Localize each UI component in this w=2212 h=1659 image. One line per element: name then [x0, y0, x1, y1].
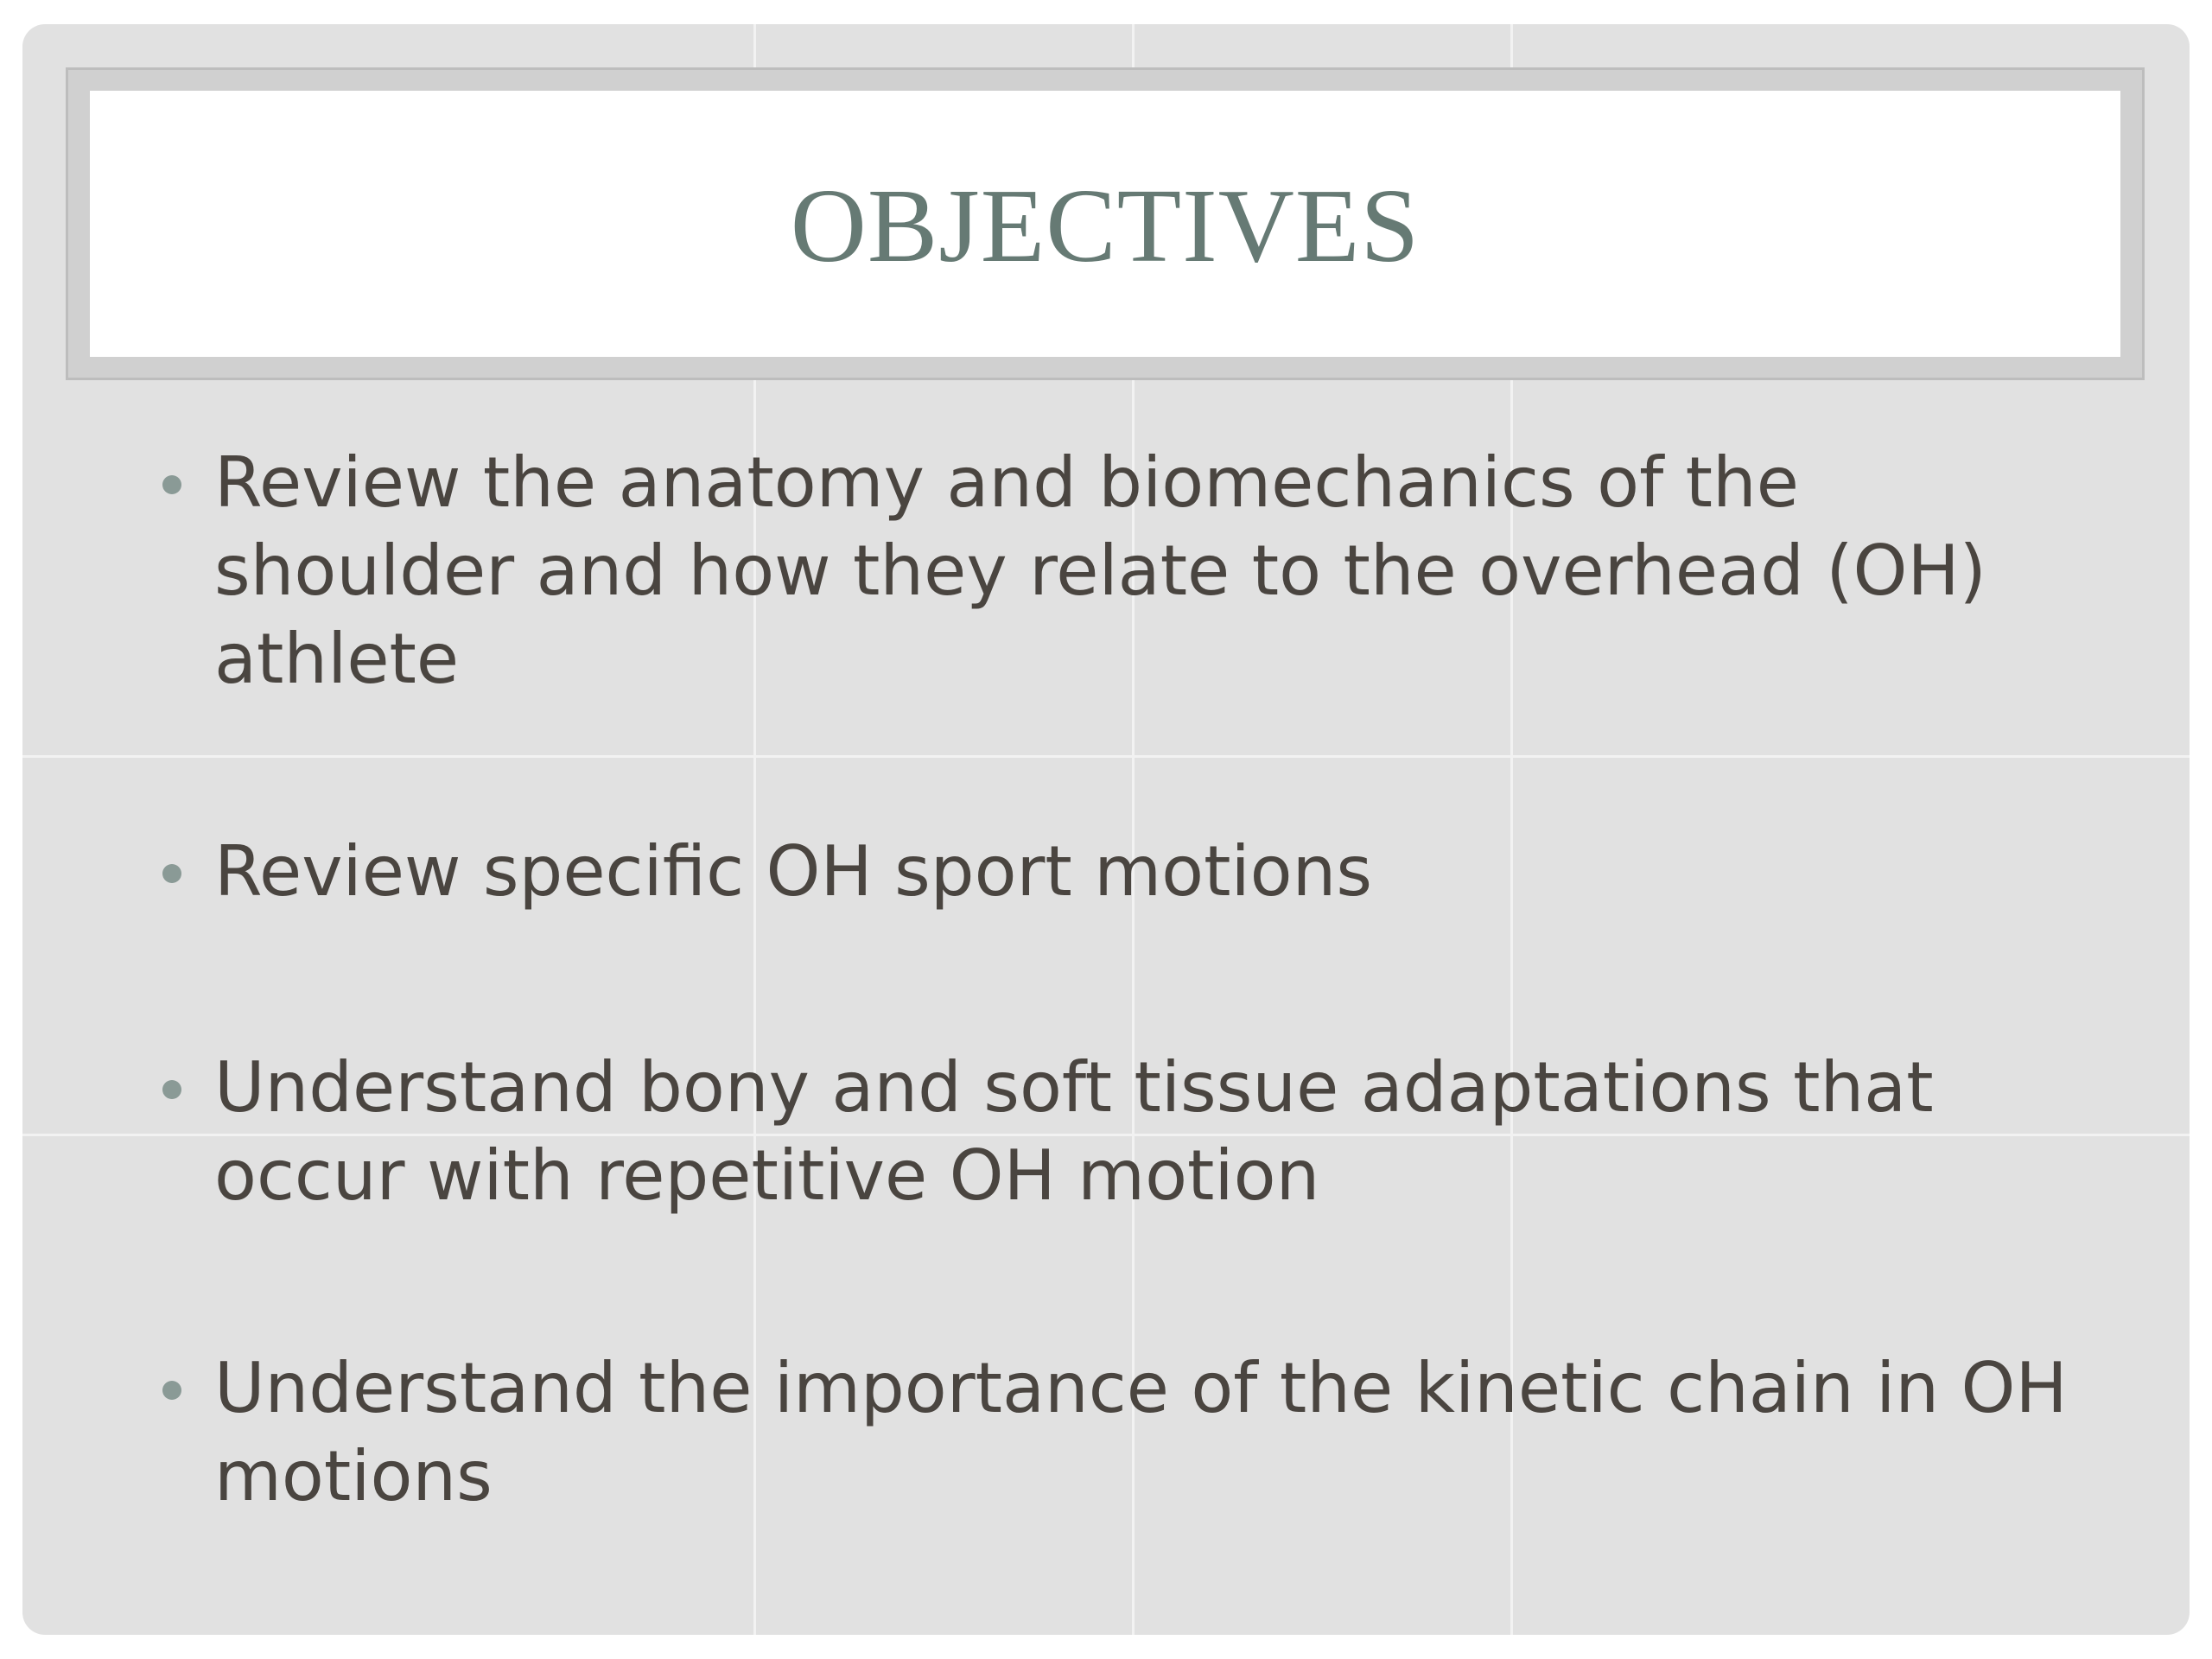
slide — [22, 24, 2190, 1635]
bullet-item-3: Understand bony and soft tissue adaptations that occur with repetitive OH motion — [214, 1047, 1934, 1216]
slide-title: OBJECTIVES — [790, 168, 1421, 284]
bullet-marker — [162, 1381, 181, 1400]
bullet-item-2: Review specific OH sport motions — [214, 831, 1372, 912]
bullet-list — [22, 24, 2190, 1635]
bullet-marker — [162, 1080, 181, 1099]
bullet-marker — [162, 864, 181, 883]
bullet-item-4: Understand the importance of the kinetic chain in OH motions — [214, 1348, 2068, 1516]
bullet-marker — [162, 475, 181, 494]
bullet-item-1: Review the anatomy and biomechanics of the shoulder and how they relate to the overhead (OH) athlete — [214, 442, 1986, 699]
